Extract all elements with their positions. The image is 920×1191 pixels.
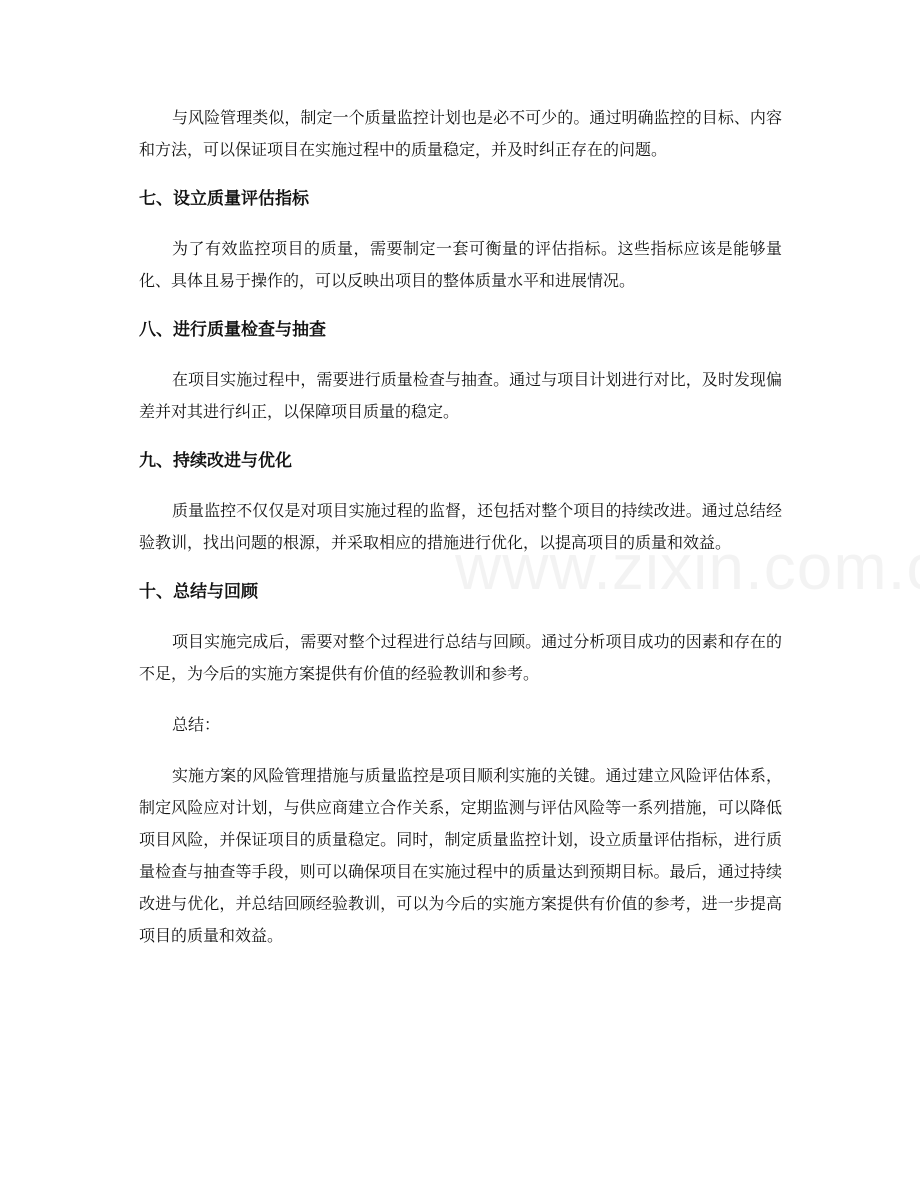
document-body (139, 102, 782, 952)
summary-label: 总结： (172, 715, 221, 734)
section-10-heading: 十、总结与回顾 (139, 582, 258, 602)
intro-paragraph: 与风险管理类似，制定一个质量监控计划也是必不可少的。通过明确监控的目标、内容和方法，可以保证项目在实施过程中的质量稳定，并及时纠正存在的问题。 (139, 108, 782, 159)
section-10-paragraph: 项目实施完成后，需要对整个过程进行总结与回顾。通过分析项目成功的因素和存在的不足，为今后的实施方案提供有价值的经验教训和参考。 (139, 632, 782, 683)
section-9-paragraph: 质量监控不仅仅是对项目实施过程的监督，还包括对整个项目的持续改进。通过总结经验教训，找出问题的根源，并采取相应的措施进行优化，以提高项目的质量和效益。 (139, 501, 782, 552)
section-8-heading: 八、进行质量检查与抽查 (139, 320, 326, 340)
section-9-heading: 九、持续改进与优化 (139, 451, 292, 471)
section-8-paragraph: 在项目实施过程中，需要进行质量检查与抽查。通过与项目计划进行对比，及时发现偏差并对其进行纠正，以保障项目质量的稳定。 (139, 370, 782, 421)
summary-paragraph: 实施方案的风险管理措施与质量监控是项目顺利实施的关键。通过建立风险评估体系，制定风险应对计划，与供应商建立合作关系，定期监测与评估风险等一系列措施，可以降低项目风险，并保证项目的质量稳定。同时，制定质量监控计划，设立质量评估指标，进行质量检查与抽查等手段，则可以确保项目在实施过程中的质量达到预期目标。最后，通过持续改进与优化，并总结回顾经验教训，可以为今后的实施方案提供有价值的参考，进一步提高项目的质量和效益。 (139, 766, 782, 945)
section-7-paragraph: 为了有效监控项目的质量，需要制定一套可衡量的评估指标。这些指标应该是能够量化、具体且易于操作的，可以反映出项目的整体质量水平和进展情况。 (139, 239, 782, 290)
section-7-heading: 七、设立质量评估指标 (139, 189, 309, 209)
